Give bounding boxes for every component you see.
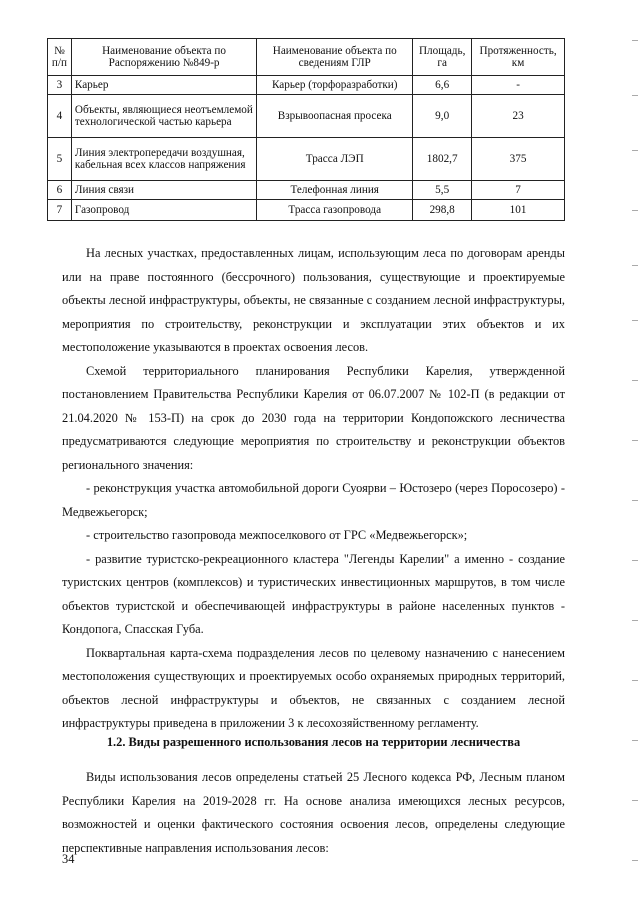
paragraph-3: - реконструкция участка автомобильной дороги Суоярви – Юстозеро (через Поросозеро) - Медвежьегорск; bbox=[62, 481, 565, 519]
header-name-order: Наименование объекта по Распоряжению №849-р bbox=[71, 39, 256, 76]
cell-area: 298,8 bbox=[413, 200, 472, 221]
cell-area: 1802,7 bbox=[413, 138, 472, 181]
scan-edge-mark bbox=[632, 40, 638, 41]
table-row bbox=[48, 95, 565, 138]
cell-name-glr: Телефонная линия bbox=[257, 181, 413, 200]
cell-num: 5 bbox=[48, 138, 72, 181]
scan-edge-mark bbox=[632, 860, 638, 861]
cell-area: 6,6 bbox=[413, 76, 472, 95]
header-num: № п/п bbox=[48, 39, 72, 76]
scan-edge-mark bbox=[632, 800, 638, 801]
section-heading: 1.2. Виды разрешенного использования лесов на территории лесничества bbox=[106, 735, 521, 749]
header-name-glr: Наименование объекта по сведениям ГЛР bbox=[257, 39, 413, 76]
scan-edge-mark bbox=[632, 620, 638, 621]
paragraph-1: На лесных участках, предоставленных лицам, использующим леса по договорам аренды или на праве постоянного (бессрочного) пользования, существующие и проектируемые объекты лесной инфраструктуры, объекты, не связанные с созданием лесной инфраструктуры, мероприятия по строительству, реконструкции и эксплуатации этих объектов и их местоположение указываются в проектах освоения лесов. bbox=[62, 246, 565, 354]
scan-edge-mark bbox=[632, 560, 638, 561]
table-row bbox=[48, 76, 565, 95]
cell-length: 101 bbox=[472, 200, 565, 221]
scan-edge-mark bbox=[632, 210, 638, 211]
body-text-block-2 bbox=[62, 766, 565, 860]
scan-edge-mark bbox=[632, 265, 638, 266]
table-row bbox=[48, 181, 565, 200]
cell-num: 6 bbox=[48, 181, 72, 200]
header-length: Протяженность, км bbox=[472, 39, 565, 76]
cell-name-glr: Трасса ЛЭП bbox=[257, 138, 413, 181]
cell-num: 4 bbox=[48, 95, 72, 138]
cell-area: 5,5 bbox=[413, 181, 472, 200]
body-text-block-1 bbox=[62, 242, 565, 736]
cell-length: 23 bbox=[472, 95, 565, 138]
cell-area: 9,0 bbox=[413, 95, 472, 138]
table-row bbox=[48, 138, 565, 181]
scan-edge-mark bbox=[632, 380, 638, 381]
cell-name-glr: Взрывоопасная просека bbox=[257, 95, 413, 138]
scan-edge-mark bbox=[632, 150, 638, 151]
scan-edge-mark bbox=[632, 680, 638, 681]
cell-length: 7 bbox=[472, 181, 565, 200]
paragraph-2: Схемой территориального планирования Республики Карелия, утвержденной постановлением Правительства Республики Карелия от 06.07.2007 № 102-П (в редакции от 21.04.2020 № 153-П) на срок до 2030 года на территории Кондопожского лесничества предусматриваются следующие мероприятия по строительству и реконструкции объектов регионального значения: bbox=[62, 363, 565, 472]
cell-name-glr: Карьер (торфоразработки) bbox=[257, 76, 413, 95]
objects-table bbox=[47, 38, 565, 221]
cell-length: - bbox=[472, 76, 565, 95]
cell-num: 3 bbox=[48, 76, 72, 95]
cell-name-order: Карьер bbox=[71, 76, 256, 95]
cell-name-order: Газопровод bbox=[71, 200, 256, 221]
paragraph-5: - развитие туристско-рекреационного кластера "Легенды Карелии" а именно - создание туристских центров (комплексов) и туристических инвестиционных маршрутов, в том числе объектов туристской и обеспечивающей инфраструктуры в районе населенных пунктов - Кондопога, Спасская Губа. bbox=[62, 551, 565, 636]
scan-edge-mark bbox=[632, 320, 638, 321]
table-header-row bbox=[48, 39, 565, 76]
cell-name-order: Линия электропередачи воздушная, кабельная всех классов напряжения bbox=[71, 138, 256, 181]
scan-edge-mark bbox=[632, 740, 638, 741]
cell-name-glr: Трасса газопровода bbox=[257, 200, 413, 221]
cell-num: 7 bbox=[48, 200, 72, 221]
paragraph-6: Поквартальная карта-схема подразделения лесов по целевому назначению с нанесением местоположения существующих и проектируемых особо охраняемых природных территорий, объектов лесной инфраструктуры и объектов, не связанных с созданием лесной инфраструктуры приведена в приложении 3 к лесохозяйственному регламенту. bbox=[62, 645, 565, 730]
cell-name-order: Объекты, являющиеся неотъемлемой технологической частью карьера bbox=[71, 95, 256, 138]
header-area: Площадь, га bbox=[413, 39, 472, 76]
scan-edge-mark bbox=[632, 500, 638, 501]
paragraph-7: Виды использования лесов определены статьей 25 Лесного кодекса РФ, Лесным планом Республики Карелия на 2019-2028 гг. На основе анализа имеющихся лесных ресурсов, возможностей и оценки фактического состояния освоения лесов, определены следующие перспективные направления использования лесов: bbox=[62, 770, 565, 855]
cell-name-order: Линия связи bbox=[71, 181, 256, 200]
scan-edge-mark bbox=[632, 440, 638, 441]
paragraph-4: - строительство газопровода межпоселкового от ГРС «Медвежьегорск»; bbox=[86, 528, 468, 542]
page-number: 34 bbox=[62, 852, 75, 866]
cell-length: 375 bbox=[472, 138, 565, 181]
table-row bbox=[48, 200, 565, 221]
scan-edge-mark bbox=[632, 95, 638, 96]
